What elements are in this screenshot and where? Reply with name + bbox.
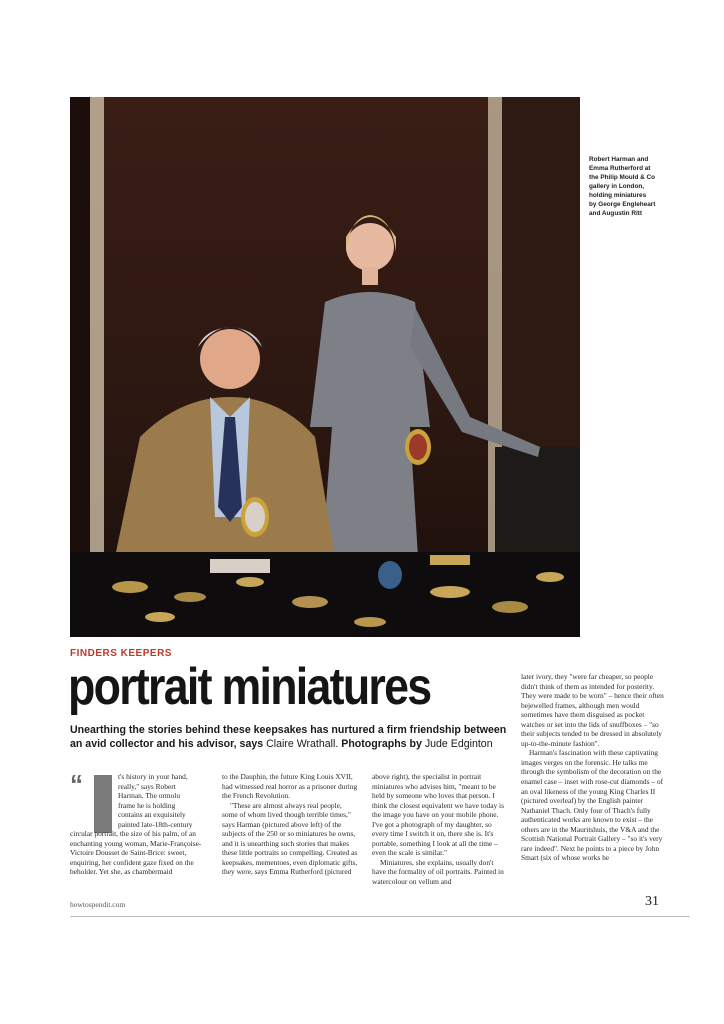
body-line: really," says Robert bbox=[118, 781, 176, 791]
drop-cap-letter bbox=[94, 775, 112, 833]
body-paragraph: "These are almost always real people, some of whom lived though terrible times," says Harman (pictured above left) of the subjects of the 250 or so miniatures he owns, and it is unearthing such stories that makes these little portraits so compelling. Created as keepsakes, mementoes, even diplomatic gifts, they were, says Emma Rutherford (pictured bbox=[222, 800, 358, 877]
photo-caption bbox=[589, 155, 689, 218]
body-paragraph: later ivory, they "were far cheaper, so people didn't think of them as intended for posterity. They were made to be worn" – hence their often bejewelled frames, although men would sometimes have them disguised as pocket watches or set into the lids of snuffboxes – "so their subjects tended to be dressed in absolutely up-to-the-minute fashion". bbox=[521, 672, 664, 748]
standfirst bbox=[70, 723, 510, 751]
photographs-by-label: Photographs by bbox=[341, 738, 422, 750]
caption-line: Emma Rutherford at bbox=[589, 165, 651, 172]
page-number: 31 bbox=[645, 894, 659, 909]
feature-photograph bbox=[70, 97, 580, 637]
footer-divider bbox=[70, 916, 690, 917]
photographer-name: Jude Edginton bbox=[424, 738, 493, 750]
body-line: painted late-18th-century bbox=[118, 819, 193, 829]
body-line: contains an exquisitely bbox=[118, 810, 186, 820]
body-paragraph: Miniatures, she explains, usually don't have the formality of oil portraits. Painted in watercolour on vellum and bbox=[372, 857, 504, 887]
caption-line: gallery in London, bbox=[589, 183, 645, 190]
section-label: FINDERS KEEPERS bbox=[70, 648, 172, 659]
author-name: Claire Wrathall. bbox=[266, 738, 339, 750]
body-paragraph: circular portrait, the size of his palm, of an enchanting young woman, Marie-Françoise-Victoire Dousset de Saint-Brice: sweet, enquiring, her confident gaze fixed on the beholder. Yet she, as chambermaid bbox=[70, 829, 202, 877]
body-line: Harman. The ormolu bbox=[118, 791, 181, 801]
body-column-3 bbox=[372, 772, 509, 887]
footer-url: howtospendit.com bbox=[70, 900, 126, 909]
body-column-2 bbox=[222, 772, 359, 877]
quote-mark-icon: “ bbox=[70, 769, 83, 799]
article-headline: portrait miniatures bbox=[68, 658, 431, 716]
body-line: t's history in your hand, bbox=[118, 772, 188, 781]
body-paragraph: Harman's fascination with these captivating images verges on the forensic. He talks me through the symbolism of the decoration on the enamel case – inset with rose-cut diamonds – of an oval likeness of the young King Charles II (pictured overleaf) by the English painter Nathaniel Thach. Only four of Thach's fully authenticated works are known to exist – the others are in the Mauritshuis, the V&A and the Scottish National Portrait Gallery – "so it's very rare indeed". Next he points to a piece by John Smart (six of whose works he bbox=[521, 748, 664, 863]
body-column-4 bbox=[521, 672, 666, 863]
photo-illustration bbox=[70, 97, 580, 637]
caption-line: and Augustin Ritt bbox=[589, 210, 643, 217]
caption-line: the Philip Mould & Co bbox=[589, 174, 656, 181]
caption-line: Robert Harman and bbox=[589, 156, 649, 163]
body-paragraph: to the Dauphin, the future King Louis XVII, had witnessed real horror as a prisoner during the French Revolution. bbox=[222, 772, 358, 801]
caption-line: by George Engleheart bbox=[589, 201, 656, 208]
drop-cap-lines bbox=[118, 772, 210, 829]
caption-line: holding miniatures bbox=[589, 192, 647, 199]
body-line: frame he is holding bbox=[118, 800, 176, 810]
standfirst-text: Unearthing the stories behind these keepsakes has nurtured a firm friendship between an avid collector and his advisor, says bbox=[70, 724, 507, 750]
body-paragraph: above right), the specialist in portrait miniatures who advises him, "meant to be held by someone who loves that person. I think the closest equivalent we have today is the image you have on your mobile phone. I've got a photograph of my daughter, so every time I switch it on, there she is. It's portable, something I look at all the time – even the scale is similar." bbox=[372, 772, 504, 858]
